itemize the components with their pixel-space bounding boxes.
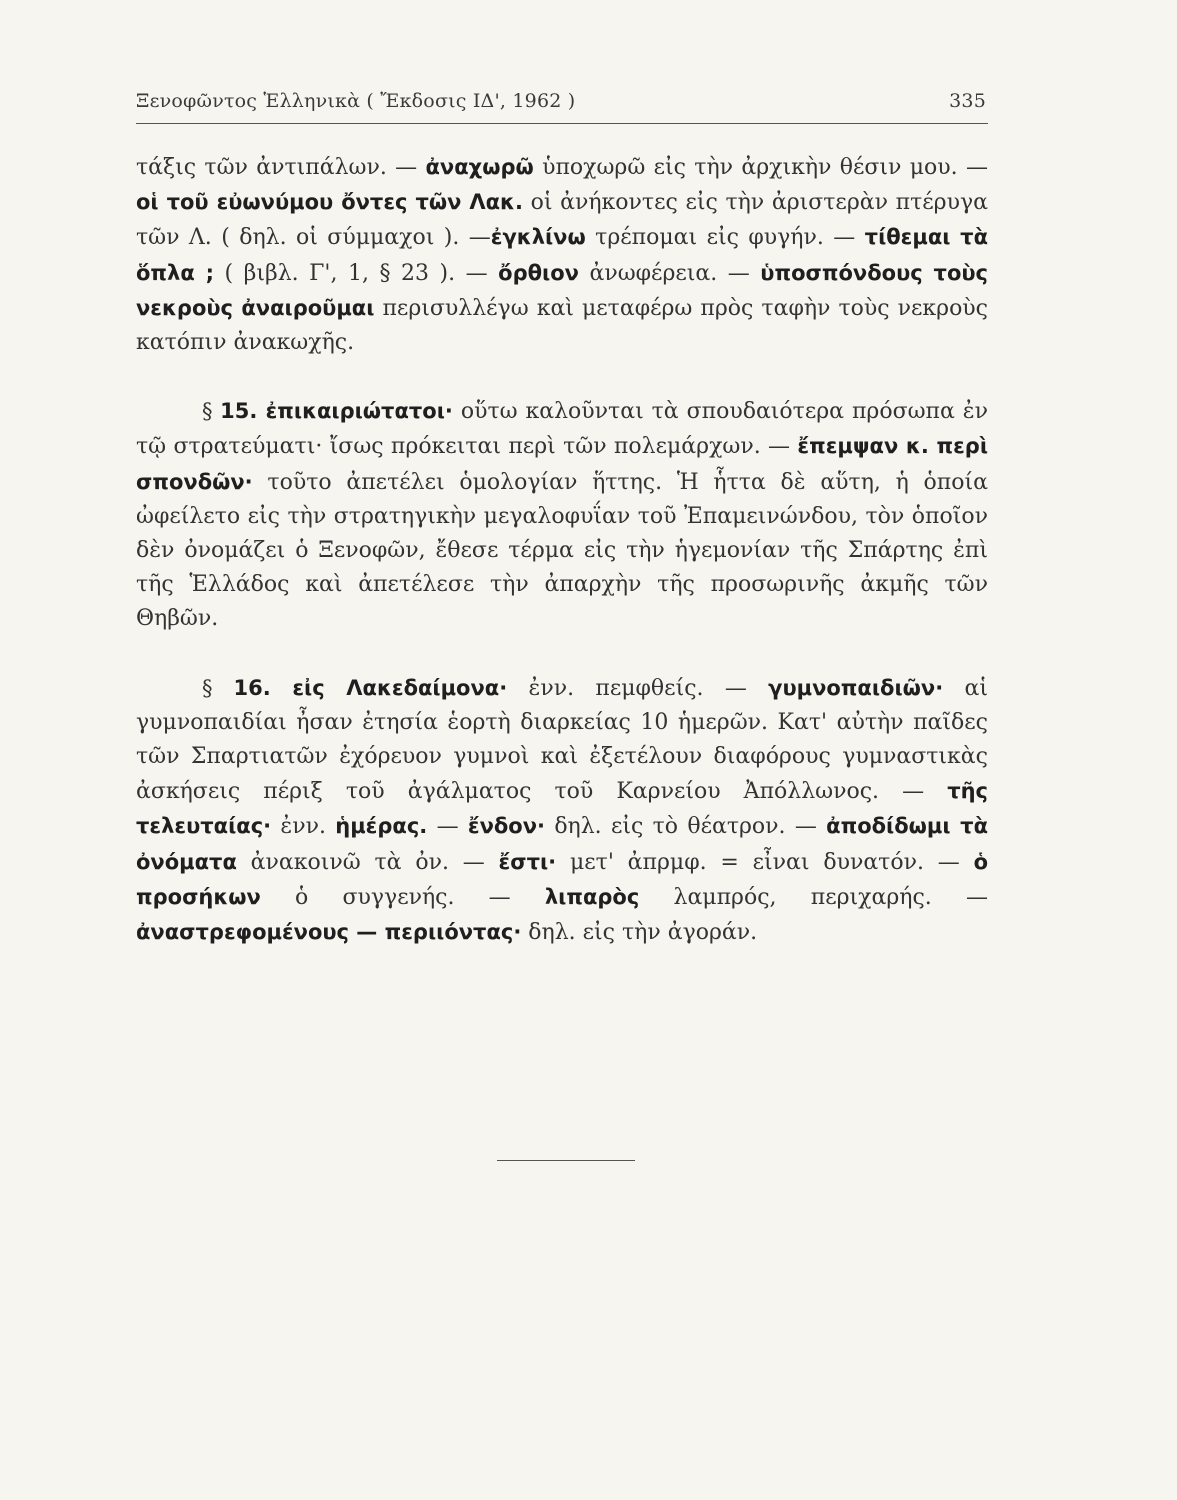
gloss-text: ὁ συγγενής. — (260, 884, 545, 910)
footnote-rule (497, 1160, 635, 1161)
lemma: ἔπεμψαν κ. περὶ σπονδῶν· (136, 434, 988, 494)
gloss-text: δηλ. εἰς τὴν ἀγοράν. (521, 920, 758, 946)
lemma: οἱ τοῦ εὐωνύμου ὄντες τῶν Λακ. (136, 190, 523, 215)
paragraph (136, 394, 988, 636)
header-rule (136, 123, 988, 124)
lemma: ὄρθιον (498, 260, 579, 285)
lemma: ἀναστρεφομένους — περιιόντας· (136, 920, 522, 945)
lemma: ἔστι· (498, 849, 557, 874)
lemma: 15. ἐπικαιριώτατοι· (220, 399, 453, 424)
gloss-text: τάξις τῶν ἀντιπάλων. — (136, 155, 426, 180)
gloss-text: ἀνακοινῶ τὰ ὀν. — (236, 849, 499, 875)
lemma: τῆς τελευταίας· (136, 779, 988, 839)
lemma: ὑποσπόνδους τοὺς νεκροὺς ἀναιροῦμαι (136, 260, 988, 320)
page-number: 335 (949, 90, 986, 112)
running-title: Ξενοφῶντος Ἑλληνικὰ ( Ἔκδοσις ΙΔ', 1962 ) (136, 90, 576, 112)
lemma: ἔνδον· (467, 814, 546, 839)
lemma: ἀναχωρῶ (425, 155, 534, 179)
gloss-text: οὕτω καλοῦνται τὰ σπουδαιότερα πρόσωπα ἐν τῷ στρατεύματι· ἴσως πρόκειται περὶ τῶν πολεμάρχων. — (136, 399, 988, 460)
lemma: γυμνοπαιδιῶν· (768, 675, 944, 700)
lemma: λιπαρὸς (544, 884, 640, 909)
lemma: τίθεμαι τὰ ὅπλα ; (136, 225, 989, 285)
paragraph (136, 150, 988, 360)
running-head (136, 90, 988, 116)
commentary-text (136, 150, 988, 950)
gloss-text: δηλ. εἰς τὸ θέατρον. — (545, 814, 827, 840)
gloss-text: τοῦτο ἀπετέλει ὁμολογίαν ἥττης. Ἡ ἧττα δὲ αὕτη, ἡ ὁποία ὠφείλετο εἰς τὴν στρατηγικὴν μεγαλοφυΐαν τοῦ Ἐπαμεινώνδου, τὸν ὁποῖον δὲν ὀνομάζει ὁ Ξενοφῶν, ἔθεσε τέρμα εἰς τὴν ἡγεμονίαν τῆς Σπάρτης ἐπὶ τῆς Ἑλλάδος καὶ ἀπετέλεσε τὴν ἀπαρχὴν τῆς προσωρινῆς ἀκμῆς τῶν Θηβῶν. (136, 469, 988, 632)
lemma: ἀποδίδωμι τὰ ὀνόματα (136, 814, 988, 874)
gloss-text: ( βιβλ. Γ', 1, § 23 ). — (214, 260, 499, 286)
gloss-text: αἱ γυμνοπαιδίαι ἦσαν ἐτησία ἑορτὴ διαρκείας 10 ἡμερῶν. Κατ' αὐτὴν παῖδες τῶν Σπαρτιατῶν ἐχόρευον γυμνοὶ καὶ ἐξετέλουν διαφόρους γυμναστικὰς ἀσκήσεις πέριξ τοῦ ἀγάλματος τοῦ Καρνείου Ἀπόλλωνος. — (136, 675, 988, 805)
lemma: ἡμέρας. (335, 814, 428, 839)
gloss-text: — (427, 814, 468, 840)
gloss-text: λαμπρός, περιχαρής. — (639, 884, 988, 910)
section-sign: § (202, 675, 234, 700)
gloss-text: ὑποχωρῶ εἰς τὴν ἀρχικὴν θέσιν μου. — (533, 155, 988, 180)
gloss-text: οἱ ἀνήκοντες εἰς τὴν ἀριστερὰν πτέρυγα τῶν Λ. ( δηλ. οἱ σύμμαχοι ). — (136, 190, 988, 251)
gloss-text: ἐνν. (271, 814, 336, 840)
gloss-text: περισυλλέγω καὶ μεταφέρω πρὸς ταφὴν τοὺς νεκροὺς κατόπιν ἀνακωχῆς. (136, 295, 989, 356)
section-sign: § (202, 399, 221, 424)
lemma: 16. εἰς Λακεδαίμονα· (233, 675, 508, 700)
gloss-text: ἐνν. πεμφθείς. — (507, 675, 769, 701)
lemma: ἐγκλίνω (490, 225, 586, 250)
gloss-text: μετ' ἀπρμφ. = εἶναι δυνατόν. — (556, 849, 974, 875)
gloss-text: ἀνωφέρεια. — (578, 260, 761, 286)
paragraph (136, 671, 988, 951)
gloss-text: τρέπομαι εἰς φυγήν. — (585, 225, 865, 251)
lemma: ὁ προσήκων (136, 849, 988, 909)
